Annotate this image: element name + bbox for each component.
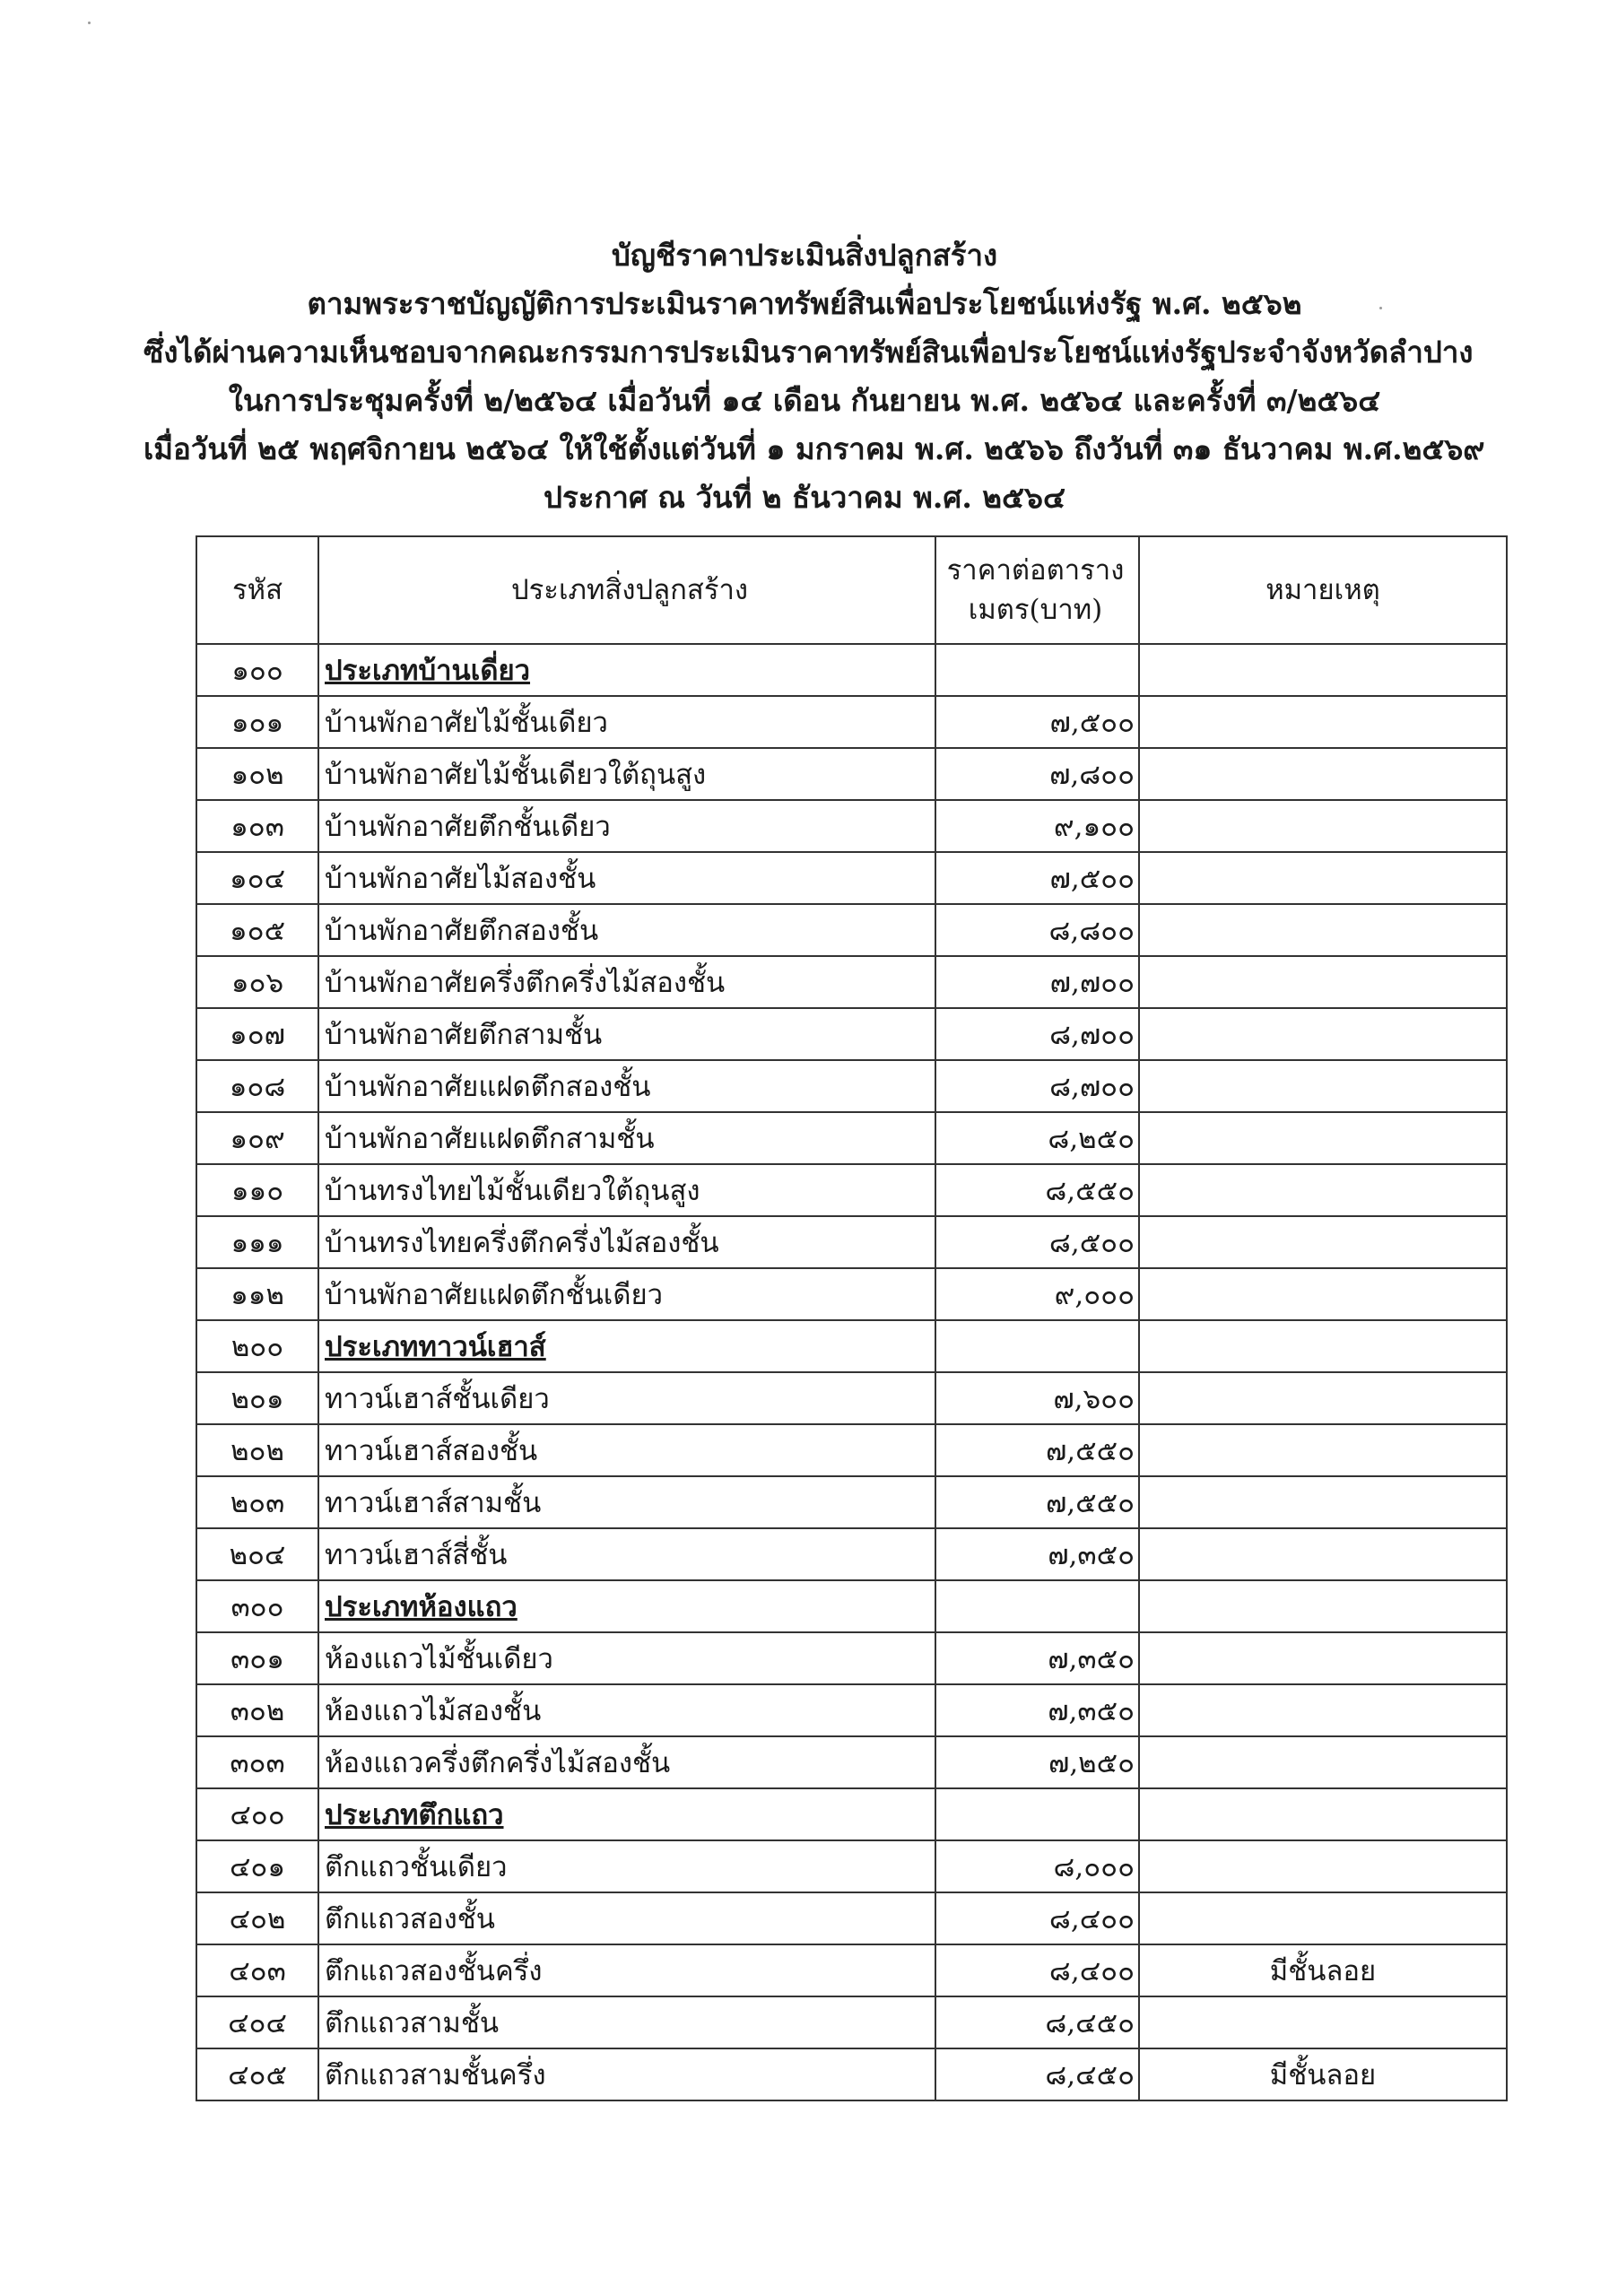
table-row — [196, 904, 1507, 956]
header-code: รหัส — [196, 536, 318, 644]
table-row — [196, 800, 1507, 852]
building-type: บ้านพักอาศัยตึกสองชั้น — [318, 904, 935, 956]
header-type: ประเภทสิ่งปลูกสร้าง — [318, 536, 935, 644]
scan-speck — [88, 22, 91, 24]
table-row — [196, 1008, 1507, 1060]
building-type: ตึกแถวสองชั้น — [318, 1892, 935, 1944]
building-type: ตึกแถวสองชั้นครึ่ง — [318, 1944, 935, 1996]
building-type: ทาวน์เฮาส์ชั้นเดียว — [318, 1372, 935, 1424]
row-code: ๔๐๑ — [196, 1840, 318, 1892]
table-header — [196, 536, 1507, 644]
table-row — [196, 696, 1507, 748]
table-body — [196, 644, 1507, 2100]
remark — [1139, 1996, 1507, 2048]
header-act-reference: ตามพระราชบัญญัติการประเมินราคาทรัพย์สินเพื่อประโยชน์แห่งรัฐ พ.ศ. ๒๕๖๒ — [307, 286, 1302, 321]
price-per-sqm: ๘,๕๐๐ — [935, 1216, 1139, 1268]
price-per-sqm: ๗,๕๕๐ — [935, 1424, 1139, 1476]
row-code: ๑๐๖ — [196, 956, 318, 1008]
row-code: ๓๐๒ — [196, 1684, 318, 1736]
row-code: ๑๐๕ — [196, 904, 318, 956]
remark — [1139, 1372, 1507, 1424]
table-header-row — [196, 536, 1507, 644]
price-per-sqm: ๗,๖๐๐ — [935, 1372, 1139, 1424]
price-per-sqm: ๘,๘๐๐ — [935, 904, 1139, 956]
building-type: ทาวน์เฮาส์สี่ชั้น — [318, 1528, 935, 1580]
category-name: ประเภททาวน์เฮาส์ — [318, 1320, 935, 1372]
row-code: ๑๐๗ — [196, 1008, 318, 1060]
row-code: ๒๐๐ — [196, 1320, 318, 1372]
row-code: ๓๐๐ — [196, 1580, 318, 1632]
table-row — [196, 1372, 1507, 1424]
building-type: ห้องแถวไม้สองชั้น — [318, 1684, 935, 1736]
table-row — [196, 1424, 1507, 1476]
price-per-sqm: ๗,๕๐๐ — [935, 696, 1139, 748]
price-per-sqm — [935, 1580, 1139, 1632]
table-row — [196, 1060, 1507, 1112]
building-type: บ้านพักอาศัยไม้ชั้นเดียวใต้ถุนสูง — [318, 748, 935, 800]
category-row — [196, 1788, 1507, 1840]
row-code: ๒๐๒ — [196, 1424, 318, 1476]
table-row — [196, 748, 1507, 800]
row-code: ๑๐๒ — [196, 748, 318, 800]
price-per-sqm: ๗,๓๕๐ — [935, 1684, 1139, 1736]
remark — [1139, 1892, 1507, 1944]
row-code: ๔๐๔ — [196, 1996, 318, 2048]
building-type: ทาวน์เฮาส์สองชั้น — [318, 1424, 935, 1476]
row-code: ๒๐๓ — [196, 1476, 318, 1528]
price-per-sqm: ๙,๑๐๐ — [935, 800, 1139, 852]
remark — [1139, 1788, 1507, 1840]
building-type: ตึกแถวสามชั้นครึ่ง — [318, 2048, 935, 2100]
document-header — [144, 231, 1485, 522]
building-type: บ้านพักอาศัยไม้ชั้นเดียว — [318, 696, 935, 748]
remark — [1139, 1736, 1507, 1788]
header-price-line1: ราคาต่อตาราง — [946, 554, 1125, 587]
header-announcement-date: ประกาศ ณ วันที่ ๒ ธันวาคม พ.ศ. ๒๕๖๔ — [544, 480, 1065, 515]
header-title: บัญชีราคาประเมินสิ่งปลูกสร้าง — [611, 238, 998, 273]
building-type: บ้านพักอาศัยแฝดตึกชั้นเดียว — [318, 1268, 935, 1320]
row-code: ๑๐๙ — [196, 1112, 318, 1164]
row-code: ๔๐๒ — [196, 1892, 318, 1944]
table-row — [196, 1268, 1507, 1320]
price-per-sqm: ๘,๕๕๐ — [935, 1164, 1139, 1216]
header-committee-approval: ซึ่งได้ผ่านความเห็นชอบจากคณะกรรมการประเมินราคาทรัพย์สินเพื่อประโยชน์แห่งรัฐประจำจังหวัดลำปาง — [144, 335, 1474, 370]
row-code: ๑๑๒ — [196, 1268, 318, 1320]
remark — [1139, 1008, 1507, 1060]
category-name: ประเภทบ้านเดี่ยว — [318, 644, 935, 696]
table-row — [196, 2048, 1507, 2100]
price-per-sqm: ๙,๐๐๐ — [935, 1268, 1139, 1320]
row-code: ๓๐๑ — [196, 1632, 318, 1684]
price-table — [196, 535, 1508, 2101]
row-code: ๑๐๑ — [196, 696, 318, 748]
price-per-sqm: ๘,๔๕๐ — [935, 2048, 1139, 2100]
table-row — [196, 852, 1507, 904]
price-per-sqm — [935, 644, 1139, 696]
price-per-sqm: ๗,๓๕๐ — [935, 1632, 1139, 1684]
remark: มีชั้นลอย — [1139, 2048, 1507, 2100]
building-type: ตึกแถวสามชั้น — [318, 1996, 935, 2048]
price-per-sqm: ๘,๒๕๐ — [935, 1112, 1139, 1164]
table-row — [196, 1216, 1507, 1268]
remark — [1139, 1320, 1507, 1372]
building-type: บ้านพักอาศัยแฝดตึกสามชั้น — [318, 1112, 935, 1164]
remark — [1139, 1580, 1507, 1632]
table-row — [196, 1944, 1507, 1996]
building-type: ห้องแถวไม้ชั้นเดียว — [318, 1632, 935, 1684]
building-type: บ้านทรงไทยไม้ชั้นเดียวใต้ถุนสูง — [318, 1164, 935, 1216]
price-per-sqm — [935, 1320, 1139, 1372]
price-per-sqm — [935, 1788, 1139, 1840]
category-row — [196, 644, 1507, 696]
remark — [1139, 1840, 1507, 1892]
table-row — [196, 1684, 1507, 1736]
price-per-sqm: ๘,๗๐๐ — [935, 1008, 1139, 1060]
table-row — [196, 1736, 1507, 1788]
table-row — [196, 1528, 1507, 1580]
remark — [1139, 1164, 1507, 1216]
category-row — [196, 1320, 1507, 1372]
row-code: ๓๐๓ — [196, 1736, 318, 1788]
remark — [1139, 800, 1507, 852]
price-per-sqm: ๘,๔๐๐ — [935, 1892, 1139, 1944]
remark — [1139, 1632, 1507, 1684]
building-type: บ้านพักอาศัยไม้สองชั้น — [318, 852, 935, 904]
remark — [1139, 1060, 1507, 1112]
table-row — [196, 1996, 1507, 2048]
row-code: ๒๐๔ — [196, 1528, 318, 1580]
table-row — [196, 1476, 1507, 1528]
row-code: ๑๑๐ — [196, 1164, 318, 1216]
remark — [1139, 956, 1507, 1008]
price-per-sqm: ๗,๕๐๐ — [935, 852, 1139, 904]
remark — [1139, 1476, 1507, 1528]
price-per-sqm: ๘,๐๐๐ — [935, 1840, 1139, 1892]
remark — [1139, 1268, 1507, 1320]
price-per-sqm: ๘,๗๐๐ — [935, 1060, 1139, 1112]
row-code: ๑๐๔ — [196, 852, 318, 904]
remark — [1139, 1112, 1507, 1164]
row-code: ๑๐๐ — [196, 644, 318, 696]
row-code: ๑๑๑ — [196, 1216, 318, 1268]
price-per-sqm: ๗,๓๕๐ — [935, 1528, 1139, 1580]
remark — [1139, 1424, 1507, 1476]
remark — [1139, 644, 1507, 696]
table-row — [196, 1632, 1507, 1684]
row-code: ๑๐๘ — [196, 1060, 318, 1112]
row-code: ๔๐๓ — [196, 1944, 318, 1996]
row-code: ๔๐๐ — [196, 1788, 318, 1840]
header-meeting-info: ในการประชุมครั้งที่ ๒/๒๕๖๔ เมื่อวันที่ ๑๔ เดือน กันยายน พ.ศ. ๒๕๖๔ และครั้งที่ ๓/๒๕๖๔ — [228, 383, 1381, 418]
category-name: ประเภทห้องแถว — [318, 1580, 935, 1632]
building-type: ตึกแถวชั้นเดียว — [318, 1840, 935, 1892]
remark — [1139, 852, 1507, 904]
price-per-sqm: ๗,๒๕๐ — [935, 1736, 1139, 1788]
table-row — [196, 1840, 1507, 1892]
remark — [1139, 1216, 1507, 1268]
category-row — [196, 1580, 1507, 1632]
price-per-sqm: ๗,๕๕๐ — [935, 1476, 1139, 1528]
header-effective-period: เมื่อวันที่ ๒๕ พฤศจิกายน ๒๕๖๔ ให้ใช้ตั้งแต่วันที่ ๑ มกราคม พ.ศ. ๒๕๖๖ ถึงวันที่ ๓๑ ธันวาคม พ.ศ.๒๕๖๙ — [144, 431, 1485, 466]
building-type: บ้านพักอาศัยตึกชั้นเดียว — [318, 800, 935, 852]
row-code: ๔๐๕ — [196, 2048, 318, 2100]
building-type: บ้านพักอาศัยแฝดตึกสองชั้น — [318, 1060, 935, 1112]
building-type: ห้องแถวครึ่งตึกครึ่งไม้สองชั้น — [318, 1736, 935, 1788]
row-code: ๑๐๓ — [196, 800, 318, 852]
price-per-sqm: ๘,๔๐๐ — [935, 1944, 1139, 1996]
header-price — [935, 536, 1139, 644]
building-type: บ้านทรงไทยครึ่งตึกครึ่งไม้สองชั้น — [318, 1216, 935, 1268]
building-type: ทาวน์เฮาส์สามชั้น — [318, 1476, 935, 1528]
price-per-sqm: ๗,๗๐๐ — [935, 956, 1139, 1008]
table-row — [196, 956, 1507, 1008]
remark — [1139, 748, 1507, 800]
building-type: บ้านพักอาศัยตึกสามชั้น — [318, 1008, 935, 1060]
header-price-line2: เมตร(บาท) — [968, 594, 1103, 626]
price-per-sqm: ๗,๘๐๐ — [935, 748, 1139, 800]
building-type: บ้านพักอาศัยครึ่งตึกครึ่งไม้สองชั้น — [318, 956, 935, 1008]
remark: มีชั้นลอย — [1139, 1944, 1507, 1996]
remark — [1139, 696, 1507, 748]
price-per-sqm: ๘,๔๕๐ — [935, 1996, 1139, 2048]
remark — [1139, 904, 1507, 956]
table-row — [196, 1892, 1507, 1944]
category-name: ประเภทตึกแถว — [318, 1788, 935, 1840]
row-code: ๒๐๑ — [196, 1372, 318, 1424]
table-row — [196, 1112, 1507, 1164]
remark — [1139, 1684, 1507, 1736]
remark — [1139, 1528, 1507, 1580]
table-row — [196, 1164, 1507, 1216]
header-remark: หมายเหตุ — [1139, 536, 1507, 644]
